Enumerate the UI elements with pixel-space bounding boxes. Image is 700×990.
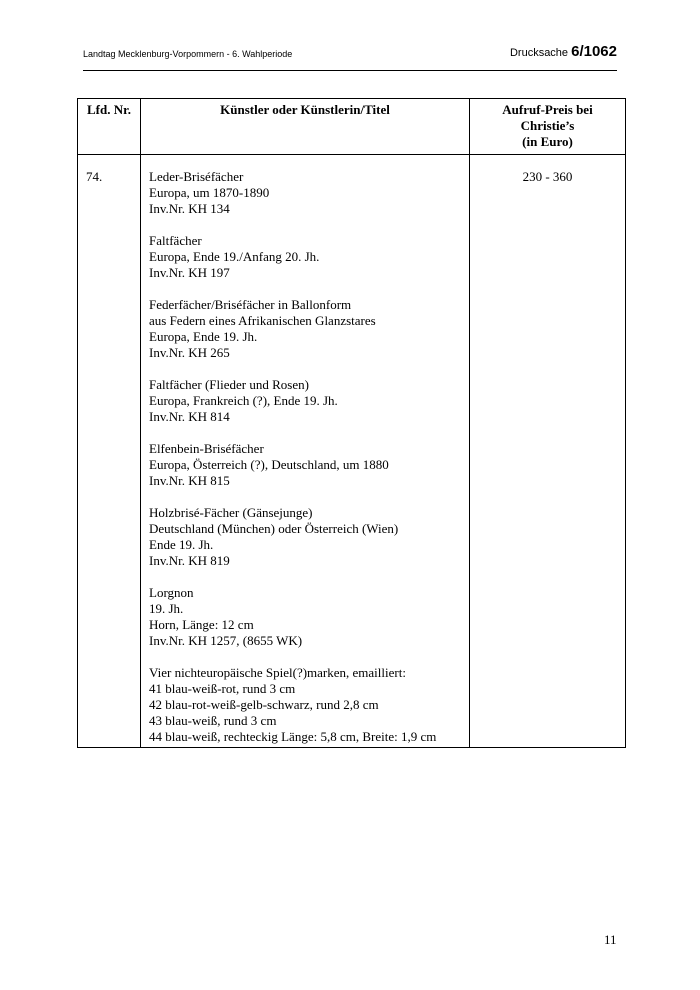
page-header <box>83 40 617 71</box>
item-line: Ende 19. Jh. <box>149 537 214 552</box>
item-line: Inv.Nr. KH 134 <box>149 201 230 216</box>
item-line: Horn, Länge: 12 cm <box>149 617 254 632</box>
row-price: 230 - 360 <box>470 155 626 748</box>
column-header-number: Lfd. Nr. <box>78 99 141 155</box>
header-drucksache-number: 6/1062 <box>571 43 617 60</box>
item-line: 41 blau-weiß-rot, rund 3 cm <box>149 681 296 696</box>
list-item <box>149 233 465 281</box>
item-line: Inv.Nr. KH 1257, (8655 WK) <box>149 633 303 648</box>
item-line: Inv.Nr. KH 814 <box>149 409 230 424</box>
item-line: Elfenbein-Briséfächer <box>149 441 264 456</box>
item-line: Europa, Ende 19. Jh. <box>149 329 258 344</box>
item-line: 19. Jh. <box>149 601 184 616</box>
header-parliament-title: Landtag Mecklenburg-Vorpommern - 6. Wahlperiode <box>83 49 293 59</box>
item-line: Holzbrisé-Fächer (Gänsejunge) <box>149 505 313 520</box>
column-header-price-line: Christie’s <box>520 118 575 133</box>
column-header-price-line: (in Euro) <box>522 134 573 149</box>
item-line: 44 blau-weiß, rechteckig Länge: 5,8 cm, Breite: 1,9 cm <box>149 729 437 744</box>
item-line: Leder-Briséfächer <box>149 169 244 184</box>
header-document-reference <box>510 43 617 60</box>
item-line: Deutschland (München) oder Österreich (Wien) <box>149 521 399 536</box>
item-line: Lorgnon <box>149 585 194 600</box>
list-item <box>149 665 465 745</box>
column-header-artist-title: Künstler oder Künstlerin/Titel <box>141 99 470 155</box>
header-drucksache-label: Drucksache <box>509 47 572 59</box>
item-line: Inv.Nr. KH 815 <box>149 473 230 488</box>
item-line: 43 blau-weiß, rund 3 cm <box>149 713 277 728</box>
item-line: Inv.Nr. KH 819 <box>149 553 230 568</box>
item-line: Europa, Österreich (?), Deutschland, um 1880 <box>149 457 389 472</box>
item-line: Europa, um 1870-1890 <box>149 185 270 200</box>
list-item <box>149 377 465 425</box>
item-line: Europa, Ende 19./Anfang 20. Jh. <box>149 249 320 264</box>
table-row <box>78 155 626 748</box>
list-item <box>149 297 465 361</box>
item-line: Vier nichteuropäische Spiel(?)marken, emailliert: <box>149 665 406 680</box>
item-line: Inv.Nr. KH 197 <box>149 265 230 280</box>
item-line: Faltfächer (Flieder und Rosen) <box>149 377 309 392</box>
page-number: 11 <box>604 932 617 947</box>
column-header-price <box>470 99 626 155</box>
row-number: 74. <box>78 155 141 748</box>
list-item <box>149 441 465 489</box>
list-item <box>149 169 465 217</box>
list-item <box>149 585 465 649</box>
auction-items-table <box>77 98 626 748</box>
item-line: 42 blau-rot-weiß-gelb-schwarz, rund 2,8 cm <box>149 697 379 712</box>
item-line: Inv.Nr. KH 265 <box>149 345 230 360</box>
item-line: Europa, Frankreich (?), Ende 19. Jh. <box>149 393 338 408</box>
table-header-row <box>78 99 626 155</box>
list-item <box>149 505 465 569</box>
item-line: Faltfächer <box>149 233 202 248</box>
item-line: aus Federn eines Afrikanischen Glanzstares <box>149 313 376 328</box>
row-items-cell <box>141 155 470 748</box>
column-header-price-line: Aufruf-Preis bei <box>502 102 593 117</box>
item-line: Federfächer/Briséfächer in Ballonform <box>149 297 352 312</box>
